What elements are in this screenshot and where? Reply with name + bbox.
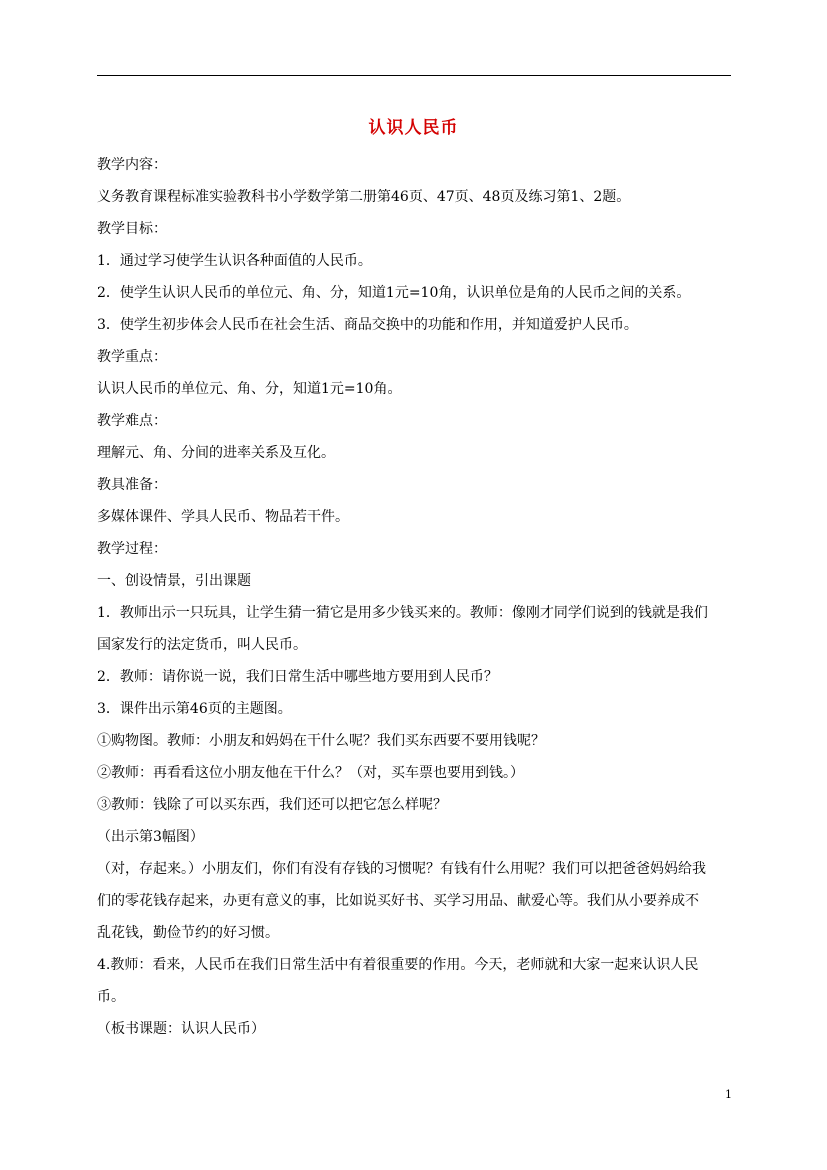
header-rule xyxy=(97,75,731,76)
section-heading-goals: 教学目标： xyxy=(97,221,167,237)
paragraph-line: （出示第3幅图） xyxy=(97,829,204,845)
paragraph-line: （对，存起来。）小朋友们，你们有没有存钱的习惯呢？有钱有什么用呢？我们可以把爸爸妈妈给我 xyxy=(97,861,706,877)
document-body xyxy=(97,149,731,1045)
section-heading-content: 教学内容： xyxy=(97,157,167,173)
goal-item-1: 1．通过学习使学生认识各种面值的人民币。 xyxy=(97,253,372,269)
paragraph-line: 2．教师：请你说一说，我们日常生活中哪些地方要用到人民币？ xyxy=(97,669,498,685)
subsection-heading: 一、创设情景，引出课题 xyxy=(97,573,251,589)
goal-item-3: 3．使学生初步体会人民币在社会生活、商品交换中的功能和作用，并知道爱护人民币。 xyxy=(97,317,638,333)
paragraph-line: ①购物图。教师：小朋友和妈妈在干什么呢？我们买东西要不要用钱呢？ xyxy=(97,733,545,749)
section-heading-materials: 教具准备： xyxy=(97,477,167,493)
paragraph-line: ③教师：钱除了可以买东西，我们还可以把它怎么样呢？ xyxy=(97,797,447,813)
paragraph-line: 多媒体课件、学具人民币、物品若干件。 xyxy=(97,509,349,525)
section-heading-difficulties: 教学难点： xyxy=(97,413,167,429)
paragraph-line: 1．教师出示一只玩具，让学生猜一猜它是用多少钱买来的。教师：像刚才同学们说到的钱就是我们 xyxy=(97,605,708,621)
goal-item-2: 2．使学生认识人民币的单位元、角、分，知道1元=10角，认识单位是角的人民币之间的关系。 xyxy=(97,285,691,301)
paragraph-line: ②教师：再看看这位小朋友他在干什么？（对，买车票也要用到钱。） xyxy=(97,765,524,781)
paragraph-line: 国家发行的法定货币，叫人民币。 xyxy=(97,637,307,653)
paragraph-line: 3．课件出示第46页的主题图。 xyxy=(97,701,292,717)
page-number: 1 xyxy=(725,1088,732,1101)
paragraph-line: 们的零花钱存起来，办更有意义的事，比如说买好书、买学习用品、献爱心等。我们从小要养成不 xyxy=(97,893,699,909)
paragraph-line: 理解元、角、分间的进率关系及互化。 xyxy=(97,445,335,461)
paragraph-line: 4.教师：看来，人民币在我们日常生活中有着很重要的作用。今天，老师就和大家一起来认识人民 xyxy=(97,957,699,973)
paragraph-line: 认识人民币的单位元、角、分，知道1元=10角。 xyxy=(97,381,402,397)
document-title: 认识人民币 xyxy=(368,118,459,138)
section-heading-key-points: 教学重点： xyxy=(97,349,167,365)
paragraph-line: 币。 xyxy=(97,989,125,1005)
section-heading-process: 教学过程： xyxy=(97,541,167,557)
paragraph-line: （板书课题：认识人民币） xyxy=(97,1021,265,1037)
paragraph-line: 乱花钱，勤俭节约的好习惯。 xyxy=(97,925,279,941)
paragraph-line: 义务教育课程标准实验教科书小学数学第二册第46页、47页、48页及练习第1、2题。 xyxy=(97,189,631,205)
